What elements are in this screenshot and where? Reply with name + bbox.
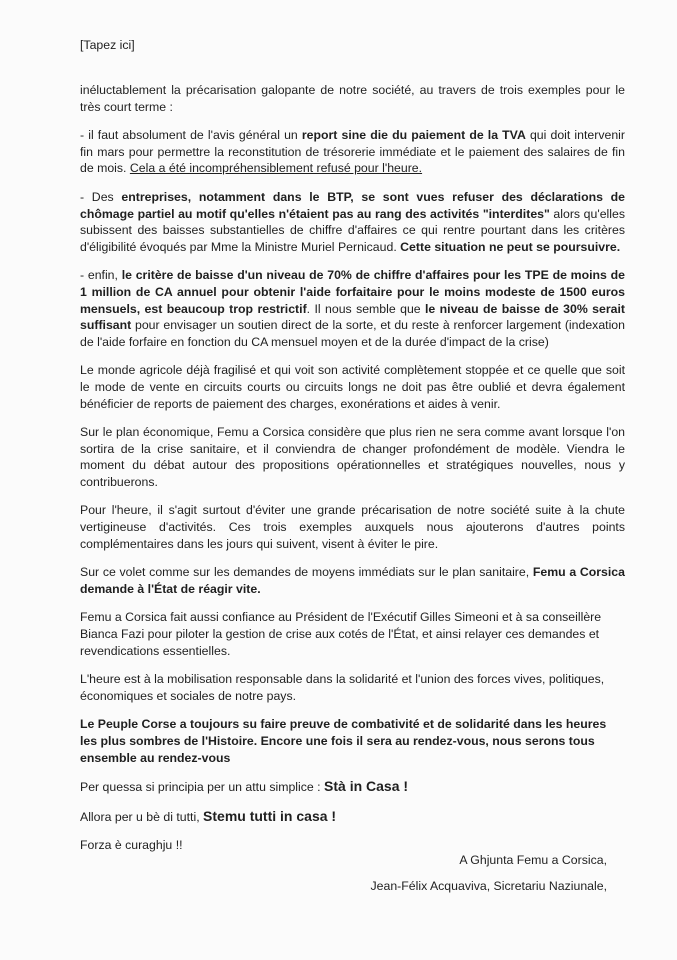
paragraph-chomage: - Des entreprises, notamment dans le BTP, se sont vues refuser des déclarations de chômage partiel au motif qu'elles n'étaient pas au rang des activités "interdites" alors qu'elles subissent des baisses substantielles de chiffre d'affaires ce qui rentre pourtant dans les critères d'éligibilité évoqués par Mme la Ministre Muriel Pernicaud. Cette situation ne peut se poursuivre. (80, 189, 625, 254)
paragraph-precarisation: Pour l'heure, il s'agit surtout d'éviter une grande précarisation de notre société suite à la chute vertigineuse d'activités. Ces trois exemples auxquels nous ajouterons d'autres points complémentaires dans les jours qui suivent, visent à éviter le pire. (80, 503, 625, 551)
page-header: [Tapez ici] (80, 38, 135, 52)
paragraph-agricole: Le monde agricole déjà fragilisé et qui voit son activité complètement stoppée et ce quelle que soit le mode de vente en circuits courts ou circuits longs ne doit pas être oublié et devra également bénéficier de reports de paiement des charges, exonérations et aides à venir. (80, 363, 625, 411)
paragraph-tva: - il faut absolument de l'avis général un report sine die du paiement de la TVA qui doit intervenir fin mars pour permettre la reconstitution de trésorerie immédiate et le paiement des salaires de fin de mois. Cela a été incompréhensiblement refusé pour l'heure. (80, 128, 625, 176)
paragraph-tpe: - enfin, le critère de baisse d'un niveau de 70% de chiffre d'affaires pour les TPE de moins de 1 million de CA annuel pour obtenir l'aide forfaitaire pour le moins modeste de 1500 euros mensuels, est beaucoup trop restrictif. Il nous semble que le niveau de baisse de 30% serait suffisant pour envisager un soutien direct de la sorte, et du reste à renforcer largement (indexation de l'aide forfaire en fonction du CA mensuel moyen et de la durée d'impact de la crise) (80, 268, 625, 349)
paragraph-sta-in-casa: Per quessa si principia per un attu simplice : Stà in Casa ! (80, 778, 409, 795)
paragraph-intro: inéluctablement la précarisation galopante de notre société, au travers de trois exemples pour le très court terme : (80, 83, 625, 114)
paragraph-peuple-corse: Le Peuple Corse a toujours su faire preuve de combativité et de solidarité dans les heures les plus sombres de l'Histoire. Encore une fois il sera au rendez-vous, nous serons tous ensemble au rendez-vous (80, 717, 607, 765)
signature-line-secretary: Jean-Félix Acquaviva, Sicretariu Naziunale, (370, 879, 607, 893)
paragraph-forza: Forza è curaghju !! (80, 838, 183, 853)
signature-line-ghjunta: A Ghjunta Femu a Corsica, (459, 853, 607, 867)
paragraph-mobilisation: L'heure est à la mobilisation responsable dans la solidarité et l'union des forces vives, politiques, économiques et sociales de notre pays. (80, 672, 605, 703)
paragraph-economique: Sur le plan économique, Femu a Corsica considère que plus rien ne sera comme avant lorsque l'on sortira de la crise sanitaire, et il conviendra de changer profondément de modèle. Viendra le moment du débat autour des propositions opérationnelles et stratégiques nouvelles, nous y contribuerons. (80, 425, 625, 489)
paragraph-executif: Femu a Corsica fait aussi confiance au Président de l'Exécutif Gilles Simeoni et à sa conseillère Bianca Fazi pour piloter la gestion de crise aux cotés de l'État, et ainsi relayer ces demandes et revendications essentielles. (80, 610, 602, 658)
paragraph-stemu-tutti: Allora per u bè di tutti, Stemu tutti in casa ! (80, 807, 337, 824)
paragraph-sanitaire: Sur ce volet comme sur les demandes de moyens immédiats sur le plan sanitaire, Femu a Corsica demande à l'État de réagir vite. (80, 565, 625, 596)
